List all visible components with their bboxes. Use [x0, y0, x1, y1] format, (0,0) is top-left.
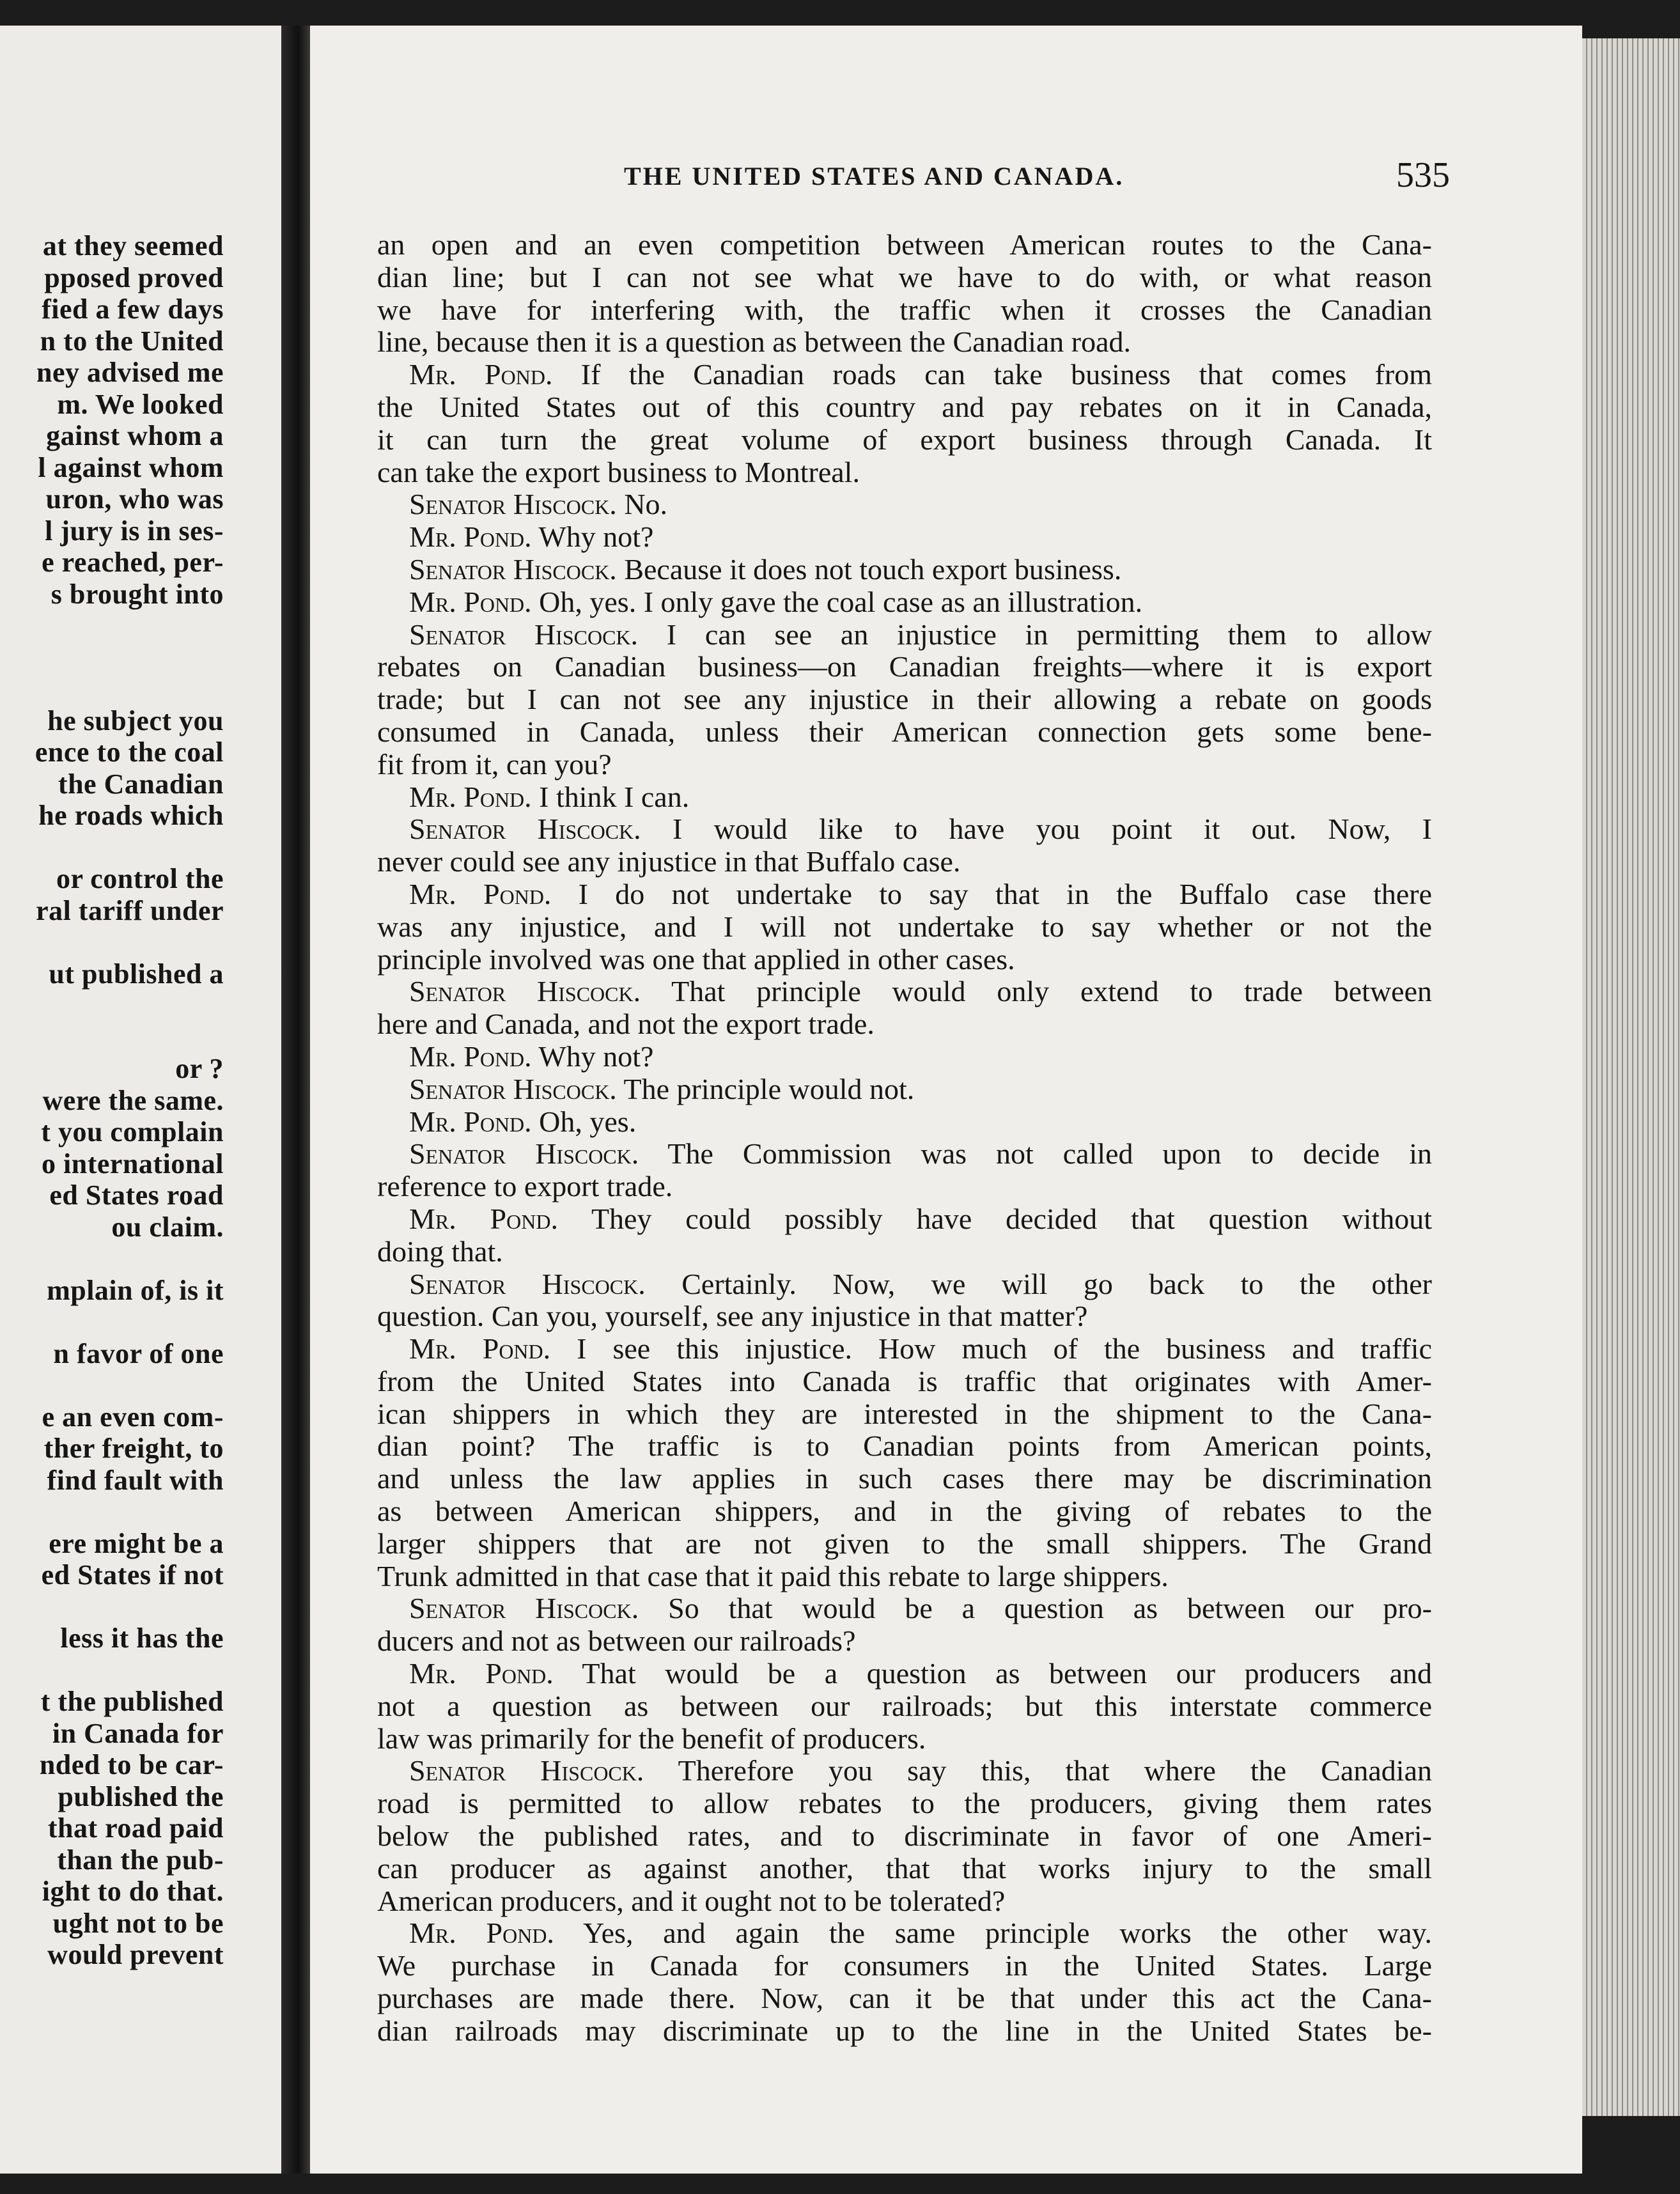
speaker-name: Mr. Pond. — [409, 1202, 558, 1235]
previous-page-fragment — [0, 26, 281, 2174]
previous-page-line: were the same. — [42, 1084, 224, 1116]
speaker-name: Senator Hiscock. — [409, 552, 617, 586]
previous-page-line: ught not to be — [52, 1907, 224, 1939]
text-line — [377, 846, 1432, 878]
speaker-name: Mr. Pond. — [409, 585, 532, 618]
text-line — [377, 2015, 1432, 2048]
previous-page-line — [0, 926, 224, 958]
text-line — [377, 1658, 1432, 1690]
line-text: Because it does not touch export business. — [624, 552, 1122, 586]
previous-page-line: or ? — [175, 1053, 224, 1084]
book-gutter — [281, 26, 310, 2174]
previous-page-line: at they seemed — [42, 230, 224, 261]
line-text: fit from it, can you? — [377, 747, 612, 781]
previous-page-line: find fault with — [47, 1464, 224, 1496]
previous-page-line: n favor of one — [53, 1337, 224, 1369]
text-line — [377, 1625, 1432, 1658]
text-line — [377, 424, 1432, 456]
text-line — [377, 781, 1432, 814]
line-text: an open and an even competition between American routes to the Cana- — [377, 228, 1432, 261]
page-number: 535 — [1396, 155, 1450, 195]
line-text: That principle would only extend to trade between — [671, 975, 1432, 1008]
text-line — [377, 1528, 1432, 1560]
previous-page-line — [0, 1654, 224, 1686]
previous-page-line: he roads which — [38, 800, 224, 831]
line-text: I do not undertake to say that in the Buffalo case there — [578, 877, 1433, 910]
text-line — [377, 488, 1432, 521]
speaker-name: Mr. Pond. — [409, 1039, 532, 1073]
previous-page-line — [0, 1591, 224, 1623]
previous-page-line: t the published — [40, 1686, 224, 1717]
line-text: I think I can. — [539, 780, 690, 813]
text-line — [377, 1495, 1432, 1528]
speaker-name: Senator Hiscock. — [409, 1592, 639, 1625]
line-text: doing that. — [377, 1234, 503, 1268]
line-text: here and Canada, and not the export trade. — [377, 1008, 875, 1041]
line-text: I would like to have you point it out. Now, I — [673, 813, 1432, 846]
line-text: No. — [624, 488, 668, 521]
speaker-name: Senator Hiscock. — [409, 1137, 639, 1171]
line-text: can producer as against another, that that works injury to the small — [377, 1851, 1432, 1885]
previous-page-line: l against whom — [38, 451, 224, 483]
previous-page-line: the Canadian — [58, 768, 224, 800]
text-line — [377, 1723, 1432, 1755]
text-line — [377, 1300, 1432, 1333]
previous-page-line — [0, 1306, 224, 1338]
speaker-name: Mr. Pond. — [409, 1917, 554, 1950]
speaker-name: Mr. Pond. — [409, 358, 553, 391]
speaker-name: Mr. Pond. — [409, 780, 532, 813]
text-line — [377, 749, 1432, 781]
text-line — [377, 1755, 1432, 1787]
line-text: dian point? The traffic is to Canadian points from American points, — [377, 1429, 1432, 1463]
previous-page-line — [0, 1496, 224, 1528]
text-line — [377, 1592, 1432, 1625]
line-text: we have for interfering with, the traffic when it crosses the Canadian — [377, 293, 1432, 326]
line-text: Certainly. Now, we will go back to the other — [681, 1267, 1432, 1300]
speaker-name: Senator Hiscock. — [409, 813, 641, 846]
text-line — [377, 391, 1432, 424]
previous-page-line — [0, 1369, 224, 1401]
text-line — [377, 911, 1432, 944]
previous-page-line: ut published a — [49, 958, 224, 990]
previous-page-line: n to the United — [40, 325, 224, 357]
text-line — [377, 1041, 1432, 1073]
line-text: Oh, yes. I only gave the coal case as an illustration. — [539, 585, 1143, 618]
text-line — [377, 1106, 1432, 1139]
line-text: ducers and not as between our railroads? — [377, 1624, 856, 1658]
previous-page-line — [0, 642, 224, 674]
text-line — [377, 554, 1432, 586]
previous-page-line — [0, 1022, 224, 1054]
previous-page-line: ney advised me — [36, 357, 224, 388]
previous-page-line: e an even com- — [42, 1401, 224, 1433]
text-line — [377, 651, 1432, 683]
previous-page-line: gainst whom a — [46, 420, 224, 451]
line-text: can take the export business to Montreal. — [377, 455, 860, 488]
previous-page-line: uron, who was — [45, 483, 224, 515]
previous-page-line: ight to do that. — [42, 1876, 224, 1907]
line-text: law was primarily for the benefit of producers. — [377, 1722, 926, 1755]
line-text: Therefore you say this, that where the Canadian — [678, 1754, 1432, 1787]
text-line — [377, 1885, 1432, 1918]
previous-page-line: ere might be a — [49, 1527, 224, 1559]
line-text: That would be a question as between our producers and — [582, 1657, 1433, 1690]
text-line — [377, 944, 1432, 976]
text-line — [377, 1171, 1432, 1203]
previous-page-line: that road paid — [47, 1812, 224, 1844]
previous-page-line — [0, 610, 224, 642]
line-text: I can see an injustice in permitting them to allow — [666, 618, 1432, 651]
text-line — [377, 1203, 1432, 1236]
speaker-name: Mr. Pond. — [409, 877, 552, 910]
text-line — [377, 1787, 1432, 1820]
line-text: Oh, yes. — [539, 1105, 637, 1138]
text-line — [377, 878, 1432, 911]
previous-page-line: m. We looked — [57, 388, 224, 420]
previous-page-line: fied a few days — [42, 293, 224, 325]
previous-page-line: t you complain — [41, 1116, 224, 1148]
speaker-name: Senator Hiscock. — [409, 1072, 617, 1105]
previous-page-line: e reached, per- — [42, 547, 224, 578]
previous-page-line: published the — [58, 1780, 224, 1812]
line-text: trade; but I can not see any injustice in their allowing a rebate on goods — [377, 683, 1432, 716]
previous-page-line: in Canada for — [52, 1717, 224, 1749]
page-edges — [1582, 38, 1680, 2116]
speaker-name: Mr. Pond. — [409, 1657, 554, 1690]
line-text: and unless the law applies in such cases there may be discrimination — [377, 1462, 1432, 1495]
previous-page-text — [0, 230, 224, 1971]
line-text: never could see any injustice in that Buffalo case. — [377, 845, 961, 878]
line-text: reference to export trade. — [377, 1170, 673, 1203]
text-line — [377, 586, 1432, 619]
previous-page-line: s brought into — [51, 578, 224, 610]
text-line — [377, 1463, 1432, 1495]
body-text — [377, 229, 1432, 2048]
line-text: dian railroads may discriminate up to the line in the United States be- — [377, 2014, 1432, 2047]
text-line — [377, 1365, 1432, 1398]
previous-page-line: ou claim. — [111, 1211, 224, 1243]
line-text: The Commission was not called upon to decide in — [667, 1137, 1433, 1171]
text-line — [377, 813, 1432, 846]
line-text: below the published rates, and to discriminate in favor of one Ameri- — [377, 1819, 1432, 1853]
text-line — [377, 1236, 1432, 1268]
line-text: from the United States into Canada is traffic that originates with Amer- — [377, 1364, 1432, 1397]
speaker-name: Mr. Pond. — [409, 1105, 532, 1138]
previous-page-line: would prevent — [47, 1939, 224, 1970]
text-line — [377, 1690, 1432, 1723]
text-line — [377, 1398, 1432, 1431]
speaker-name: Senator Hiscock. — [409, 1754, 644, 1787]
line-text: larger shippers that are not given to the small shippers. The Grand — [377, 1527, 1432, 1560]
text-line — [377, 326, 1432, 359]
line-text: Trunk admitted in that case that it paid this rebate to large shippers. — [377, 1559, 1169, 1592]
speaker-name: Senator Hiscock. — [409, 488, 617, 521]
previous-page-line: pposed proved — [44, 261, 224, 293]
line-text: purchases are made there. Now, can it be that under this act the Cana- — [377, 1982, 1432, 2015]
line-text: consumed in Canada, unless their American connection gets some bene- — [377, 715, 1432, 748]
speaker-name: Senator Hiscock. — [409, 1267, 646, 1300]
line-text: was any injustice, and I will not undertake to say whether or not the — [377, 910, 1432, 943]
text-line — [377, 294, 1432, 327]
previous-page-line: than the pub- — [57, 1844, 224, 1876]
running-title: THE UNITED STATES AND CANADA. — [624, 162, 1124, 191]
previous-page-line — [0, 832, 224, 864]
text-line — [377, 521, 1432, 554]
line-text: it can turn the great volume of export business through Canada. It — [377, 423, 1432, 456]
line-text: American producers, and it ought not to be tolerated? — [377, 1884, 1006, 1917]
line-text: rebates on Canadian business—on Canadian freights—where it is export — [377, 650, 1432, 683]
line-text: Why not? — [538, 520, 654, 554]
text-line — [377, 229, 1432, 261]
line-text: So that would be a question as between our pro- — [668, 1592, 1432, 1625]
text-line — [377, 261, 1432, 294]
line-text: They could possibly have decided that question without — [591, 1202, 1432, 1235]
line-text: not a question as between our railroads; but this interstate commerce — [377, 1689, 1432, 1722]
line-text: road is permitted to allow rebates to the producers, giving them rates — [377, 1787, 1432, 1820]
previous-page-line: ence to the coal — [35, 736, 224, 768]
previous-page-line: nded to be car- — [39, 1749, 224, 1780]
line-text: I see this injustice. How much of the business and traffic — [577, 1332, 1432, 1365]
line-text: Why not? — [538, 1039, 654, 1073]
previous-page-line: or control the — [56, 863, 224, 894]
line-text: We purchase in Canada for consumers in the United States. Large — [377, 1949, 1432, 1982]
line-text: The principle would not. — [623, 1072, 915, 1105]
line-text: line, because then it is a question as between the Canadian road. — [377, 325, 1131, 359]
text-line — [377, 976, 1432, 1008]
line-text: as between American shippers, and in the giving of rebates to the — [377, 1495, 1432, 1528]
previous-page-line: ed States if not — [41, 1559, 224, 1591]
previous-page-line: ther freight, to — [43, 1433, 224, 1464]
line-text: principle involved was one that applied in other cases. — [377, 942, 1015, 976]
line-text: Yes, and again the same principle works the other way. — [583, 1917, 1432, 1950]
speaker-name: Mr. Pond. — [409, 1332, 551, 1365]
line-text: dian line; but I can not see what we have to do with, or what reason — [377, 260, 1432, 293]
previous-page-line: less it has the — [60, 1622, 224, 1654]
line-text: question. Can you, yourself, see any injustice in that matter? — [377, 1300, 1088, 1333]
previous-page-line: mplain of, is it — [47, 1274, 224, 1306]
text-line — [377, 1008, 1432, 1041]
previous-page-line — [0, 1243, 224, 1275]
text-line — [377, 1268, 1432, 1301]
previous-page-line — [0, 990, 224, 1022]
text-line — [377, 619, 1432, 651]
text-line — [377, 1073, 1432, 1106]
text-line — [377, 716, 1432, 749]
text-line — [377, 683, 1432, 716]
previous-page-line: he subject you — [47, 704, 224, 736]
text-line — [377, 359, 1432, 391]
speaker-name: Mr. Pond. — [409, 520, 532, 554]
previous-page-line: ed States road — [49, 1179, 224, 1211]
running-head — [312, 155, 1450, 206]
previous-page-line: l jury is in ses- — [45, 515, 224, 547]
text-line — [377, 1820, 1432, 1853]
text-line — [377, 1430, 1432, 1463]
speaker-name: Senator Hiscock. — [409, 618, 639, 651]
line-text: the United States out of this country and pay rebates on it in Canada, — [377, 390, 1432, 423]
text-line — [377, 1560, 1432, 1593]
previous-page-line — [0, 673, 224, 705]
line-text: If the Canadian roads can take business that comes from — [580, 358, 1432, 391]
previous-page-line: o international — [42, 1148, 224, 1179]
line-text: ican shippers in which they are interested in the shipment to the Cana- — [377, 1397, 1432, 1430]
text-line — [377, 1853, 1432, 1885]
text-line — [377, 1333, 1432, 1365]
text-line — [377, 1917, 1432, 1950]
text-line — [377, 1138, 1432, 1171]
text-line — [377, 1982, 1432, 2015]
speaker-name: Senator Hiscock. — [409, 975, 641, 1008]
text-line — [377, 1950, 1432, 1982]
previous-page-line: ral tariff under — [36, 894, 224, 926]
text-line — [377, 456, 1432, 489]
